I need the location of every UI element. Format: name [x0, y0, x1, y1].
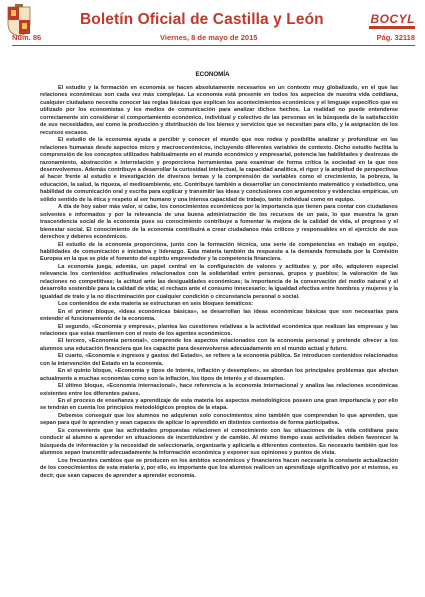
paragraph: La economía juega, además, un papel central en la configuración de valores y actitudes y, por ello, adquieren especial relevancia los contenidos actitudinales relacionados con la solidaridad entre personas, grupos y pueblos; la valoración de las relaciones no competitivas; la actitud ante las desigualdades económicas; la importancia de la conservación del medio natural y el desarrollo sostenible para la calidad de vida; el rechazo ante el consumo innecesario; la igualdad efectiva entre hombres y mujeres y la igualdad de trato y la no discriminación por cualquier condición o circunstancia personal o social.	[40, 263, 398, 300]
paragraph: El segundo, «Economía y empresa», plantea las cuestiones relativas a la actividad económica que realizan las empresas y las relaciones que estas mantienen con el resto de los agentes económicos.	[40, 323, 398, 337]
paragraph: El cuarto, «Economía e ingresos y gastos del Estado», se refiere a la economía pública. Se introducen contenidos relacionados con la intervención del Estado en la economía.	[40, 353, 398, 367]
bocyl-logo: BOCYL	[370, 12, 415, 26]
logo-underline	[369, 26, 415, 29]
issue-number: Núm. 86	[12, 33, 42, 42]
paragraph: El tercero, «Economía personal», comprende los aspectos relacionados con la economía personal y pretende ofrecer a los alumnos una educación financiera que les capacite para desenvolverse adecuadamente en el mundo actual y futuro.	[40, 338, 398, 352]
paragraph: Es conveniente que las actividades propuestas relacionen el conocimiento con las situaciones de la vida cotidiana para conducir al alumno a aprender en situaciones de incertidumbre y de cambio. Al mismo tiempo esas actividades deben favorecer la búsqueda de información y la necesidad de seleccionarla, organizarla y aplicarla a diferentes contextos. Es necesario también que los alumnos sepan transmitir adecuadamente la información económica y exponer sus opiniones y puntos de vista.	[40, 427, 398, 457]
paragraph: A día de hoy saber más valor, si cabe, los conocimientos económicos por la importancia que tienen para contar con ciudadanos solventes e informados y por la relevancia de una buena administración de los recursos de un país, lo que muestra la gran trascendencia social de la economía pues su conocimiento contribuye a fomentar la mejora de la calidad de vida, el progreso y el bienestar social. El conocimiento de la economía contribuirá a crear ciudadanos más críticos y responsables en el ejercicio de sus derechos y deberes económicos.	[40, 204, 398, 241]
paragraph: En el proceso de enseñanza y aprendizaje de esta materia los aspectos metodológicos poseen una gran importancia y por ello se tendrán en cuenta los principios metodológicos propios de la etapa.	[40, 398, 398, 412]
page-header	[0, 0, 425, 46]
page-number: Pág. 32118	[376, 33, 415, 42]
issue-date: Viernes, 8 de mayo de 2015	[160, 33, 258, 42]
paragraph: En el primer bloque, «Ideas económicas básicas», se desarrollan las ideas económicas básicas que son necesarias para entender el funcionamiento de la economía.	[40, 308, 398, 323]
paragraph: Los frecuentes cambios que se producen en los ámbitos económicos y financieros hacen necesaria la constante actualización de los conocimientos de esta materia y, por ello, es importante que los alumnos realicen un aprendizaje significativo por sí mismos, es decir, que sean capaces de aprender a aprender economía.	[40, 457, 398, 479]
header-divider	[12, 45, 415, 46]
paragraph: En el quinto bloque, «Economía y tipos de interés, inflación y desempleo», se abordan los principales problemas que afectan actualmente a muchas economías como son la inflación, los tipos de interés y el desempleo.	[40, 368, 398, 382]
paragraph: El estudio de la economía proporciona, junto con la formación técnica, una serie de competencias en trabajo en equipo, habilidades de comunicación e iniciativa y liderazgo. Esta materia también da respuesta a la demanda formulada por la Comisión Europea en la que se pide el fomento del espíritu emprendedor y la competencia financiera.	[40, 241, 398, 263]
paragraph: Los contenidos de esta materia se estructuran en seis bloques temáticos:	[58, 301, 254, 308]
bulletin-title: Boletín Oficial de Castilla y León	[80, 11, 324, 28]
issue-meta	[12, 33, 415, 45]
paragraph: El último bloque, «Economía internacional», hace referencia a la economía internacional y analiza las relaciones económicas existentes entre los diferentes países.	[40, 383, 398, 397]
paragraph: Debemos conseguir que los alumnos no adquieran solo conocimientos sino también que comprendan lo que aprenden, que sepan para qué lo aprenden y sean capaces de aplicar lo aprendido en distintos contextos de forma participativa.	[40, 412, 398, 427]
paragraph: El estudio y la formación en economía se hacen absolutamente necesarios en un contexto muy globalizado, en el que las relaciones económicas son cada vez más complejas. La economía está presente en todos los aspectos de nuestra vida cotidiana, cualquier ciudadano necesita conocer las reglas básicas que explican los acontecimientos económicos y el lenguaje específico que es utilizado por los economistas y los medios de comunicación para analizar dichos hechos. La realidad no puede entenderse correctamente sin considerar el comportamiento económico, individual y colectivo de las personas en la búsqueda de la satisfacción de sus necesidades, así como la producción y distribución de los bienes y servicios que se necesitan para ello, y la asignación de los recursos escasos.	[40, 85, 398, 136]
section-title: ECONOMÍA	[195, 71, 230, 78]
paragraph: El estudio de la economía ayuda a percibir y conocer el mundo que nos rodea y posibilita analizar y profundizar en las relaciones humanas desde aspectos micro y macroeconómicos, incluyendo diferentes variables de contexto. Dicho estudio facilita la comprensión de los conceptos utilizados habitualmente en el mundo económico y empresarial, potencia las habilidades y destrezas de razonamiento, abstracción e interrelación y proporciona herramientas para examinar de forma crítica la sociedad en la que nos desenvolvemos. Además contribuye a desarrollar la curiosidad intelectual, la capacidad analítica, el rigor y la amplitud de perspectivas al hacer frente al estudio e investigación de diversos temas y la comprensión de variables como el crecimiento, la pobreza, la educación, la salud, la riqueza, el medioambiente, etc. Contribuye también a desarrollar un conocimiento matemático y estadístico, una habilidad de comunicación oral y escrita para explicar y transmitir las ideas y conclusiones con argumentos y evidencias empíricas, un sólido sentido de la ética y respeto al ser humano y una intensa capacidad de trabajo, tanto individual como en equipo.	[40, 137, 398, 203]
body-text	[40, 85, 398, 590]
